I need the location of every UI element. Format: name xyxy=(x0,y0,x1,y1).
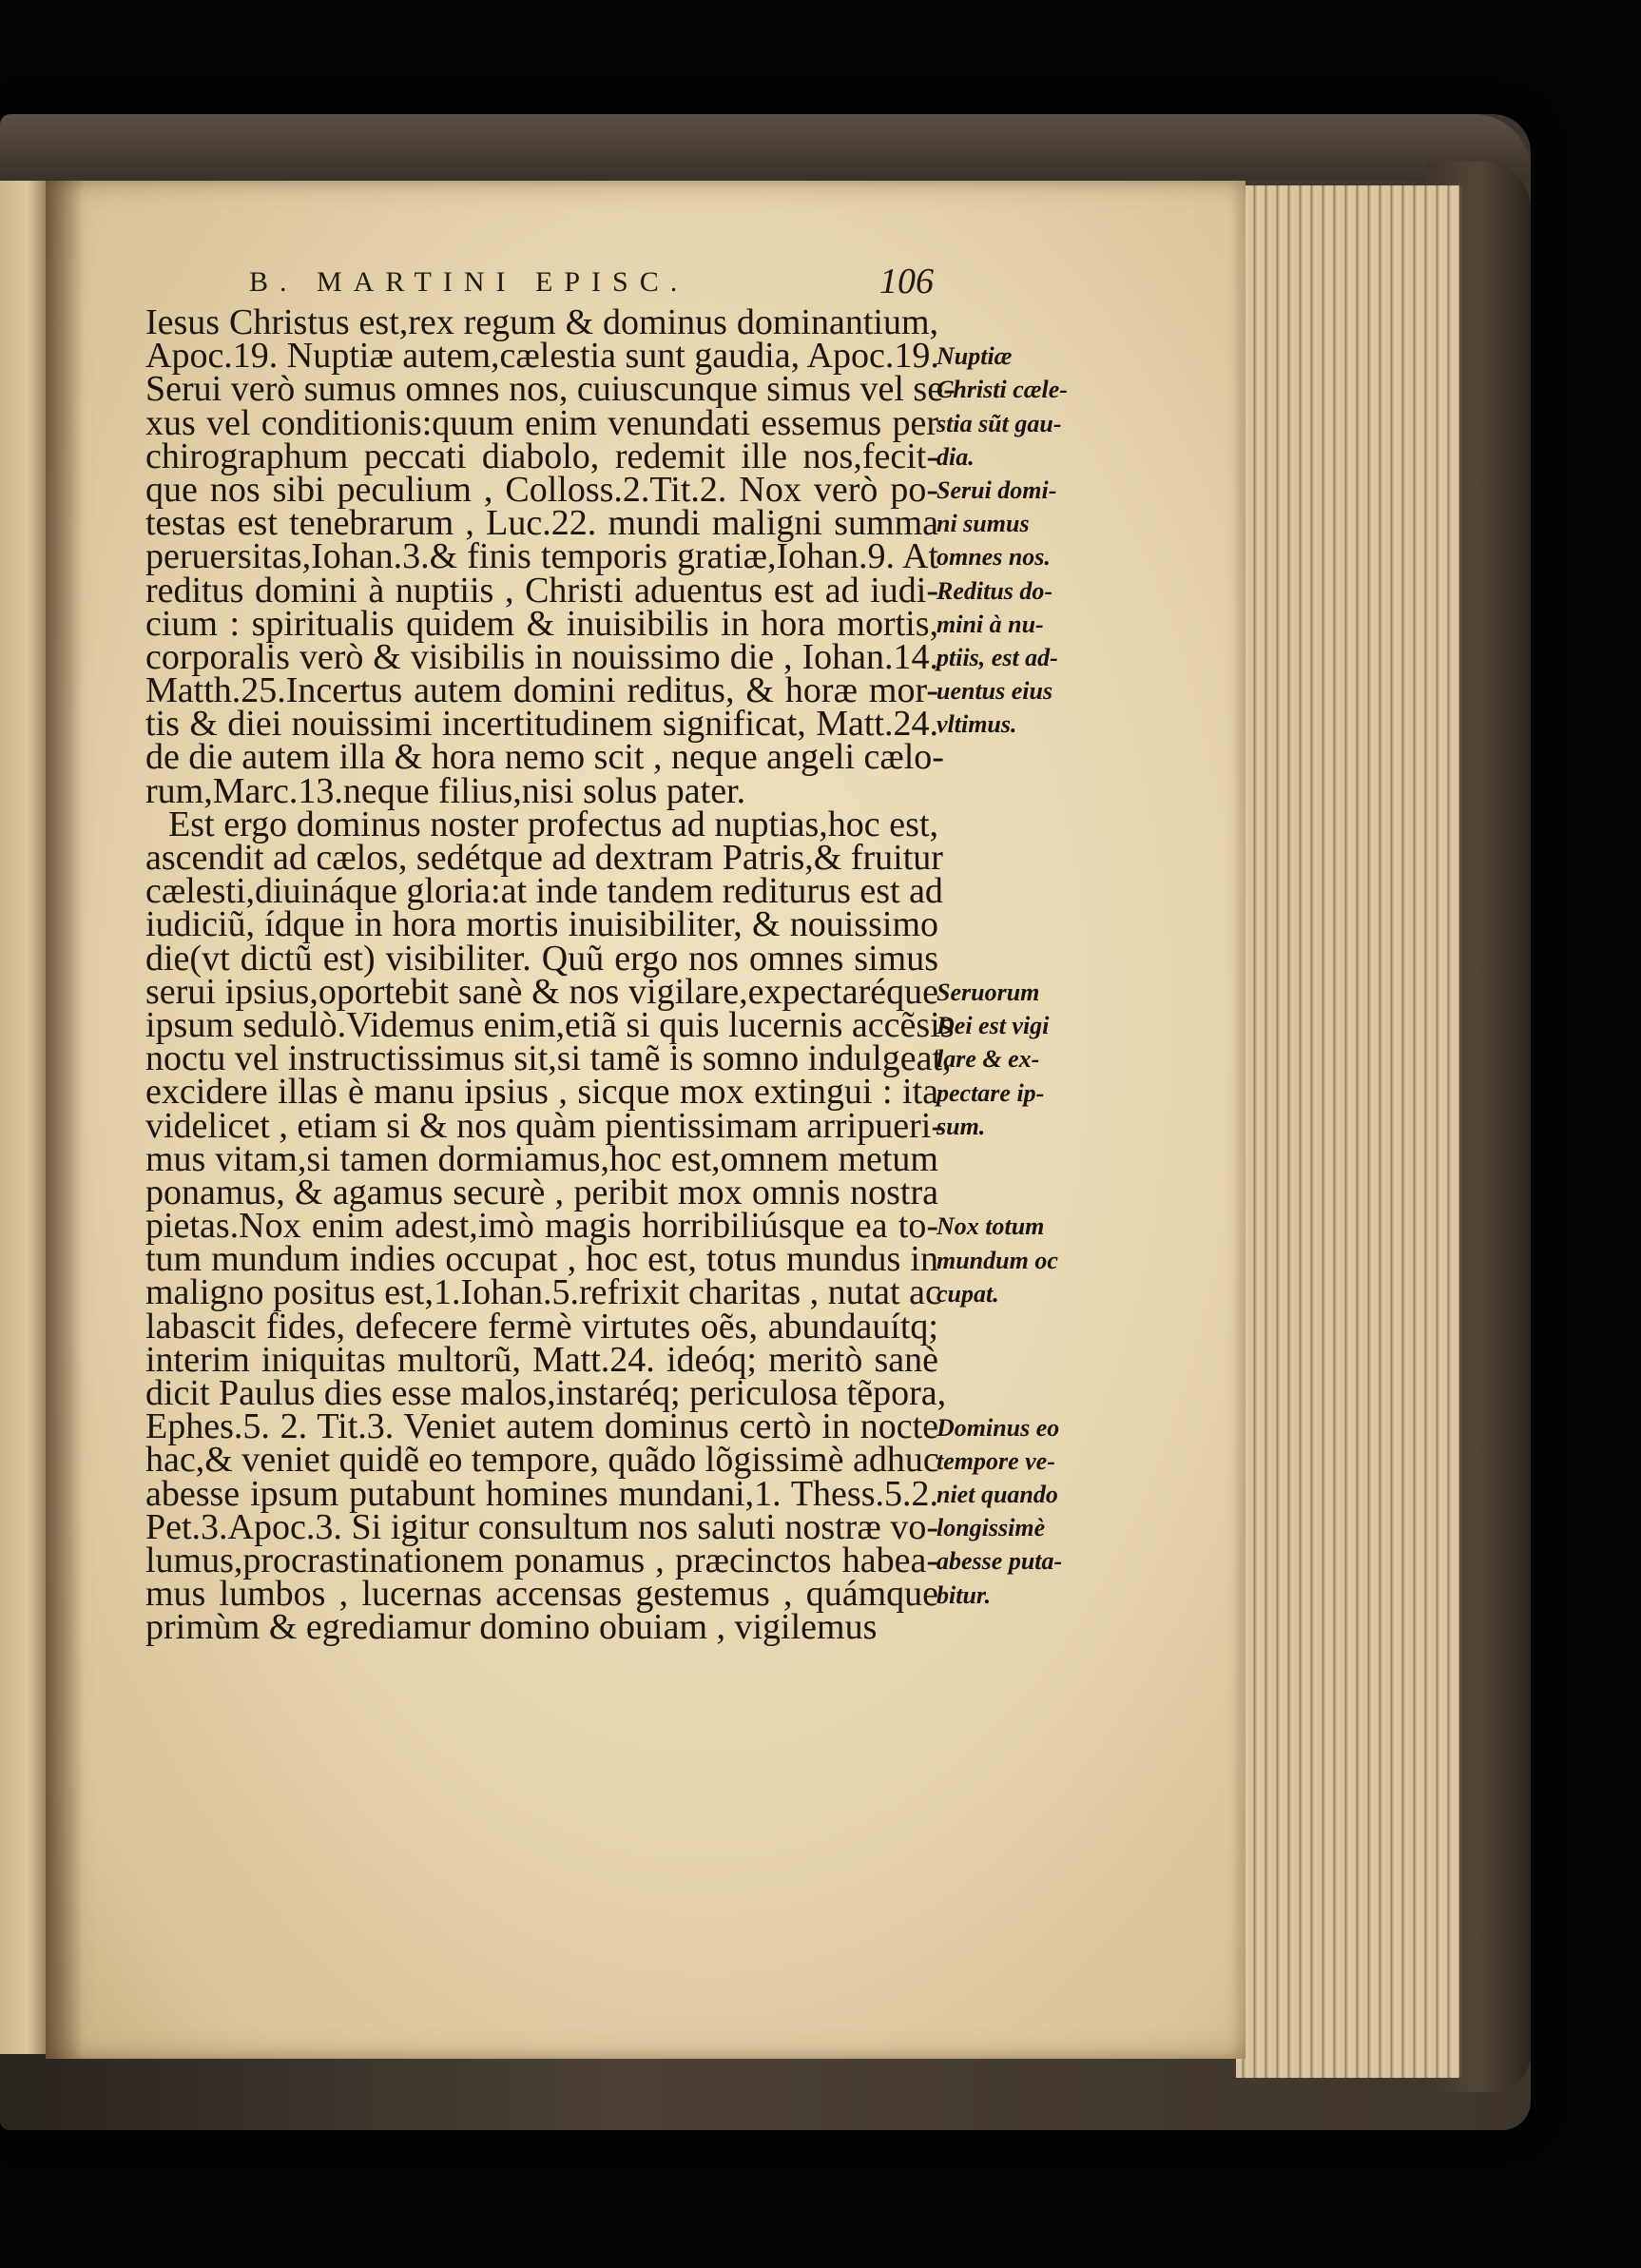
text-line: interim iniquitas multorũ, Matt.24. ideóq; meritò sanè xyxy=(145,1339,938,1380)
text-line: reditus domini à nuptiis , Christi aduentus est ad iudi- xyxy=(145,570,938,611)
text-line: xus vel conditionis:quum enim venundati essemus per xyxy=(145,402,938,443)
marginal-note-line: tempore ve- xyxy=(936,1446,1055,1475)
text-line: videlicet , etiam si & nos quàm pientissimam arripueri- xyxy=(145,1105,943,1146)
text-line: Iesus Christus est,rex regum & dominus dominantium, xyxy=(145,302,938,342)
text-line: mus lumbos , lucernas accensas gestemus , quámque xyxy=(145,1574,938,1615)
marginal-note-line: dia. xyxy=(936,442,975,471)
text-line: cium : spiritualis quidem & inuisibilis in hora mortis, xyxy=(145,603,938,644)
marginal-note-line: Seruorum xyxy=(936,979,1040,1006)
text-line: hac,& veniet quidẽ eo tempore, quãdo lõgissimè adhuc xyxy=(145,1440,939,1481)
marginal-note-line: ptiis, est ad- xyxy=(936,643,1058,671)
text-line: Pet.3.Apoc.3. Si igitur consultum nos saluti nostræ vo- xyxy=(145,1506,938,1547)
running-head xyxy=(249,262,934,304)
marginal-note xyxy=(936,474,1089,574)
marginal-note-line: Nox totum xyxy=(936,1212,1045,1241)
text-line: serui ipsius,oportebit sanè & nos vigilare,expectaréque xyxy=(145,971,938,1012)
marginal-note xyxy=(936,976,1089,1143)
text-line: Matth.25.Incertus autem domini reditus, & horæ mor- xyxy=(145,670,938,711)
text-line: labascit fides, defecere fermè virtutes oẽs, abundauítq; xyxy=(145,1306,938,1347)
text-line: tum mundum indies occupat , hoc est, totus mundus in xyxy=(145,1239,938,1280)
text-line: Est ergo dominus noster profectus ad nuptias,hoc est, xyxy=(168,804,938,844)
marginal-note-line: uentus eius xyxy=(936,677,1053,706)
marginal-note-line: mini à nu- xyxy=(936,610,1044,638)
text-line: testas est tenebrarum , Luc.22. mundi maligni summa xyxy=(145,503,938,544)
text-line: pietas.Nox enim adest,imò magis horribiliúsque ea to- xyxy=(145,1206,938,1247)
marginal-note-line: niet quando xyxy=(936,1480,1058,1508)
text-line: noctu vel instructissimus sit,si tamẽ is somno indulgeat, xyxy=(145,1038,952,1079)
text-line: Ephes.5. 2. Tit.3. Veniet autem dominus certò in nocte xyxy=(145,1406,938,1447)
marginal-note-line: omnes nos. xyxy=(936,543,1051,572)
page-gutter-shadow xyxy=(46,181,84,2059)
marginal-note-line: vltimus. xyxy=(936,710,1017,739)
marginal-note-line: Dominus eo xyxy=(936,1413,1060,1442)
text-line: Serui verò sumus omnes nos, cuiuscunque simus vel se- xyxy=(145,369,956,410)
text-line: lumus,procrastinationem ponamus , præcinctos habea- xyxy=(145,1540,938,1580)
marginal-note-line: Dei est vigi xyxy=(936,1012,1050,1040)
text-line: que nos sibi peculium , Colloss.2.Tit.2. Nox verò po- xyxy=(145,469,938,510)
body-text xyxy=(145,302,956,1648)
text-line: peruersitas,Iohan.3.& finis temporis gratiæ,Iohan.9. At xyxy=(145,536,938,577)
page-edges xyxy=(1236,185,1462,2078)
marginal-note-line: Nuptiæ xyxy=(936,342,1013,371)
marginal-note-line: Serui domi- xyxy=(936,476,1057,504)
text-line: ascendit ad cælos, sedétque ad dextram Patris,& fruitur xyxy=(145,838,943,878)
text-line: de die autem illa & hora nemo scit , neque angeli cælo- xyxy=(145,737,944,778)
marginal-note-line: Reditus do- xyxy=(936,576,1053,605)
text-line: corporalis verò & visibilis in nouissimo die , Iohan.14. xyxy=(145,636,938,677)
marginal-note-line: Christi cæle- xyxy=(936,376,1068,404)
text-line: dicit Paulus dies esse malos,instaréq; periculosa tẽpora, xyxy=(145,1373,947,1413)
text-line: cælesti,diuináque gloria:at inde tandem rediturus est ad xyxy=(145,871,943,912)
marginal-note xyxy=(936,1411,1089,1612)
text-line: maligno positus est,1.Iohan.5.refrixit charitas , nutat ac xyxy=(145,1272,941,1313)
running-head-title: B. MARTINI EPISC. xyxy=(249,266,689,298)
text-line: ponamus, & agamus securè , peribit mox omnis nostra xyxy=(145,1172,938,1212)
text-line: excidere illas è manu ipsius , sicque mox extingui : ita xyxy=(145,1072,938,1113)
marginal-note-line: pectare ip- xyxy=(936,1078,1045,1107)
left-page-edge xyxy=(0,181,46,2054)
text-line: tis & diei nouissimi incertitudinem significat, Matt.24. xyxy=(145,704,938,745)
marginal-note-line: ni sumus xyxy=(936,510,1030,538)
marginal-note-line: sum. xyxy=(936,1112,986,1140)
text-line: chirographum peccati diabolo, redemit ille nos,fecit- xyxy=(145,436,938,476)
marginal-note-line: abesse puta- xyxy=(936,1547,1063,1576)
text-line: primùm & egrediamur domino obuiam , vigilemus xyxy=(145,1607,878,1648)
text-line: die(vt dictũ est) visibiliter. Quũ ergo nos omnes simus xyxy=(145,938,938,979)
folio-number: 106 xyxy=(879,262,934,301)
marginal-note xyxy=(936,574,1089,742)
text-line: iudiciũ, ídque in hora mortis inuisibiliter, & nouissimo xyxy=(145,904,938,945)
marginal-note-line: cupat. xyxy=(936,1279,999,1308)
marginal-note-line: stia sũt gau- xyxy=(936,409,1062,437)
marginal-note-line: mundum oc xyxy=(936,1246,1058,1274)
marginal-note-line: bitur. xyxy=(936,1580,992,1609)
marginal-note-line: lare & ex- xyxy=(936,1045,1040,1074)
text-line: rum,Marc.13.neque filius,nisi solus pater. xyxy=(145,770,746,811)
text-line: abesse ipsum putabunt homines mundani,1. Thess.5.2. xyxy=(145,1473,938,1514)
marginal-note xyxy=(936,1210,1089,1310)
marginal-note-line: longissimè xyxy=(936,1514,1046,1542)
text-line: mus vitam,si tamen dormiamus,hoc est,omnem metum xyxy=(145,1138,938,1179)
text-line: ipsum sedulò.Videmus enim,etiã si quis lucernis accẽsis xyxy=(145,1004,955,1045)
marginal-note xyxy=(936,339,1089,474)
text-line: Apoc.19. Nuptiæ autem,cælestia sunt gaudia, Apoc.19. xyxy=(145,336,939,377)
book-board-top xyxy=(0,114,1531,181)
